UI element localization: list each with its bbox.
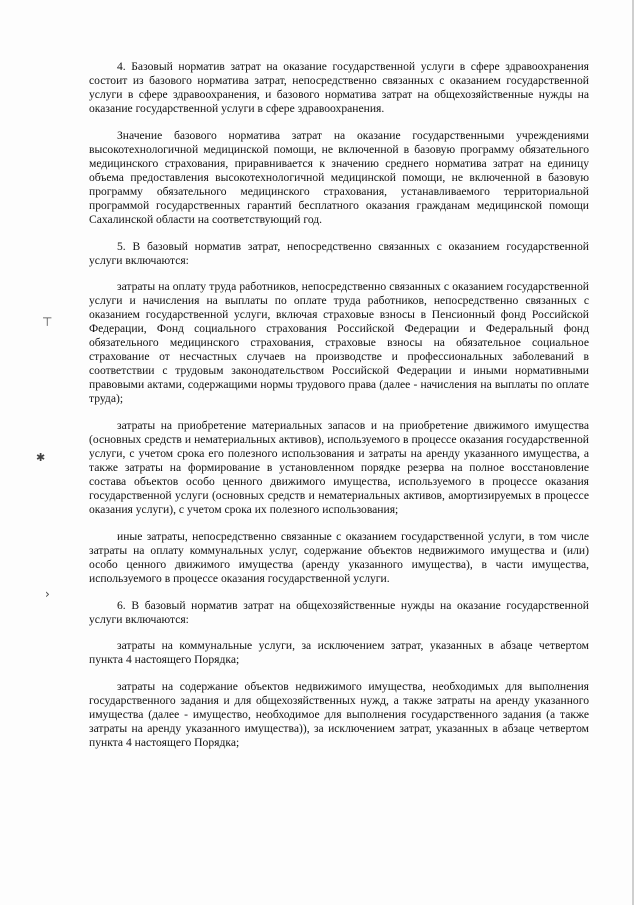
paragraph-base-norm-value: Значение базового норматива затрат на оказание государственными учреждениями высокотехнологичной медицинской помощи, не включенной в базовую программу обязательного медицинского страхования, приравнивается к значению среднего норматива затрат на единицу объема предоставления высокотехнологичной медицинской помощи, не включенной в базовую программу обязательного медицинского страхования, устанавливаемого территориальной программой государственных гарантий бесплатного оказания гражданам медицинской помощи Сахалинской области на соответствующий год. (89, 128, 589, 226)
document-body (89, 60, 589, 762)
paragraph-other-costs: иные затраты, непосредственно связанные с оказанием государственной услуги, в том числе затраты на оплату коммунальных услуг, содержание объектов недвижимого имущества и (или) особо ценного движимого имущества (аренду указанного имущества), в части имущества, используемого в процессе оказания государственной услуги. (89, 529, 589, 585)
paragraph-item-4: 4. Базовый норматив затрат на оказание государственной услуги в сфере здравоохранения состоит из базового норматива затрат, непосредственно связанных с оказанием государственной услуги в сфере здравоохранения, и базового норматива затрат на общехозяйственные нужды на оказание государственной услуги в сфере здравоохранения. (89, 60, 589, 116)
margin-pen-mark: › (45, 587, 50, 601)
margin-pen-mark: ✱ (36, 451, 46, 464)
paragraph-item-5: 5. В базовый норматив затрат, непосредственно связанных с оказанием государственной услуги включаются: (89, 239, 589, 267)
paragraph-property-costs: затраты на содержание объектов недвижимого имущества, необходимых для выполнения государственного задания и для общехозяйственных нужд, а также затраты на аренду указанного имущества (далее - имущество, необходимое для выполнения государственного задания (а также затраты на аренду указанного имущества)), за исключением затрат, указанных в абзаце четвертом пункта 4 настоящего Порядка; (89, 679, 589, 749)
paragraph-item-6: 6. В базовый норматив затрат на общехозяйственные нужды на оказание государственной услуги включаются: (89, 598, 589, 626)
paragraph-material-costs: затраты на приобретение материальных запасов и на приобретение движимого имущества (основных средств и нематериальных активов), используемого в процессе оказания государственной услуги, с учетом срока его полезного использования и затраты на аренду указанного имущества, а также затраты на формирование в установленном порядке резерва на полное восстановление состава объектов особо ценного движимого имущества, используемого в процессе оказания государственной услуги (основных средств и нематериальных активов, амортизируемых в процессе оказания услуги), с учетом срока их полезного использования; (89, 419, 589, 517)
paragraph-labor-costs: затраты на оплату труда работников, непосредственно связанных с оказанием государственной услуги и начисления на выплаты по оплате труда работников, непосредственно связанных с оказанием государственной услуги, включая страховые взносы в Пенсионный фонд Российской Федерации, Фонд социального страхования Российской Федерации и Федеральный фонд обязательного медицинского страхования, страховые взносы на обязательное социальное страхование от несчастных случаев на производстве и профессиональных заболеваний в соответствии с трудовым законодательством Российской Федерации и иными нормативными правовыми актами, содержащими нормы трудового права (далее - начисления на выплаты по оплате труда); (89, 280, 589, 406)
margin-pen-mark: ⊤ (42, 315, 53, 329)
paragraph-utility-costs: затраты на коммунальные услуги, за исключением затрат, указанных в абзаце четвертом пункта 4 настоящего Порядка; (89, 639, 589, 667)
